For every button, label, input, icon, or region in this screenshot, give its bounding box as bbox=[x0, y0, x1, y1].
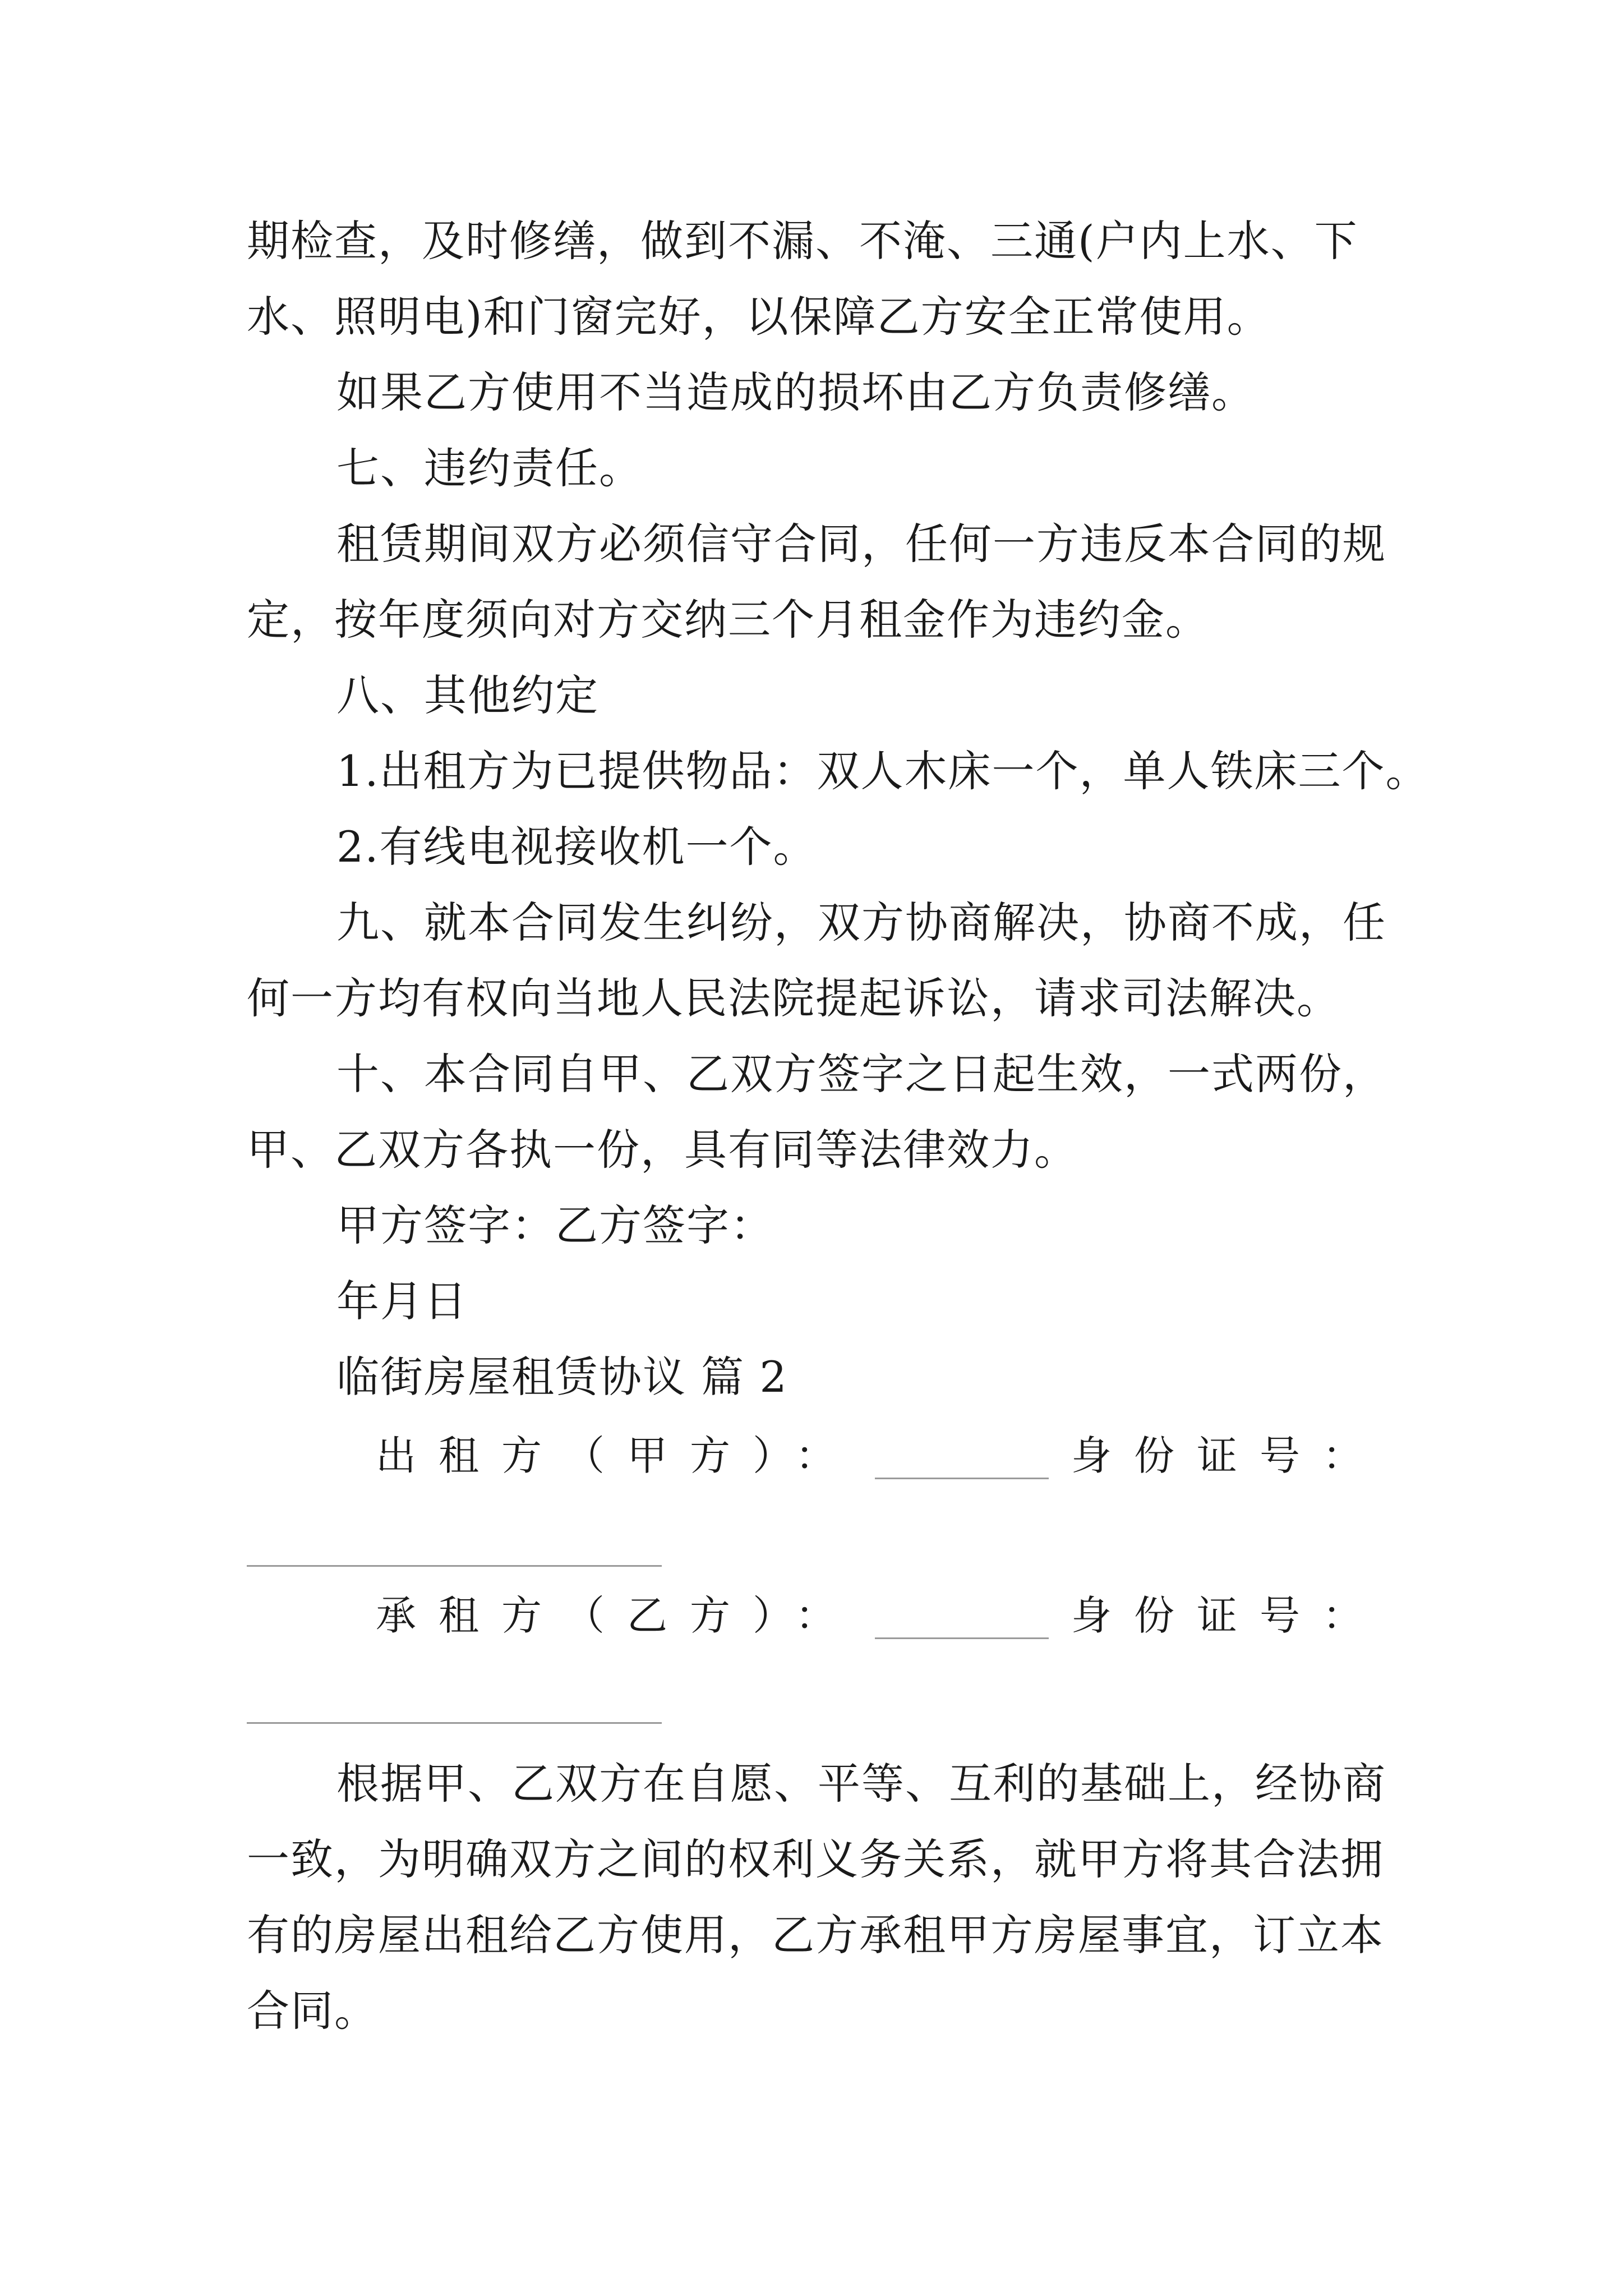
paragraph-line: 如果乙方使用不当造成的损坏由乙方负责修缮。 bbox=[336, 367, 1255, 417]
paragraph-line: 九、就本合同发生纠纷，双方协商解决，协商不成，任 bbox=[336, 898, 1386, 947]
paragraph-line: 有的房屋出租给乙方使用，乙方承租甲方房屋事宜，订立本 bbox=[247, 1910, 1384, 1960]
paragraph-line: 一致，为明确双方之间的权利义务关系，就甲方将其合法拥 bbox=[247, 1834, 1384, 1884]
lessor-row bbox=[376, 1428, 1385, 1484]
paragraph-line: 期检查，及时修缮，做到不漏、不淹、三通(户内上水、下 bbox=[247, 216, 1358, 266]
paragraph-line: 合同。 bbox=[247, 1986, 378, 2036]
lessee-name-blank[interactable] bbox=[875, 1604, 1049, 1639]
paragraph-line: 何一方均有权向当地人民法院提起诉讼，请求司法解决。 bbox=[247, 973, 1340, 1023]
lessee-label: 承租方（乙方）： bbox=[376, 1592, 859, 1639]
section-heading: 八、其他约定 bbox=[336, 670, 599, 720]
lessor-id-blank[interactable] bbox=[247, 1565, 662, 1567]
lessee-id-blank[interactable] bbox=[247, 1722, 662, 1724]
document-title: 临街房屋租赁协议 篇 2 bbox=[336, 1352, 788, 1402]
lessee-id-label: 身份证号： bbox=[1071, 1592, 1385, 1639]
list-item: 1.出租方为已提供物品：双人木床一个，单人铁床三个。 bbox=[336, 746, 1430, 796]
section-heading: 七、违约责任。 bbox=[336, 443, 643, 493]
lessor-id-label: 身份证号： bbox=[1071, 1432, 1385, 1479]
list-item: 2.有线电视接收机一个。 bbox=[336, 822, 817, 872]
paragraph-line: 水、照明电)和门窗完好，以保障乙方安全正常使用。 bbox=[247, 292, 1271, 342]
date-line: 年月日 bbox=[336, 1276, 468, 1326]
lessor-name-blank[interactable] bbox=[875, 1444, 1049, 1479]
lessor-label: 出租方（甲方）： bbox=[376, 1432, 859, 1479]
lessee-row bbox=[376, 1588, 1385, 1644]
paragraph-line: 租赁期间双方必须信守合同，任何一方违反本合同的规 bbox=[336, 519, 1386, 569]
paragraph-line: 根据甲、乙双方在自愿、平等、互利的基础上，经协商 bbox=[336, 1759, 1386, 1809]
signature-line: 甲方签字：乙方签字： bbox=[336, 1200, 774, 1250]
paragraph-line: 十、本合同自甲、乙双方签字之日起生效，一式两份， bbox=[336, 1049, 1386, 1099]
paragraph-line: 甲、乙双方各执一份，具有同等法律效力。 bbox=[247, 1125, 1078, 1175]
paragraph-line: 定，按年度须向对方交纳三个月租金作为违约金。 bbox=[247, 595, 1209, 645]
